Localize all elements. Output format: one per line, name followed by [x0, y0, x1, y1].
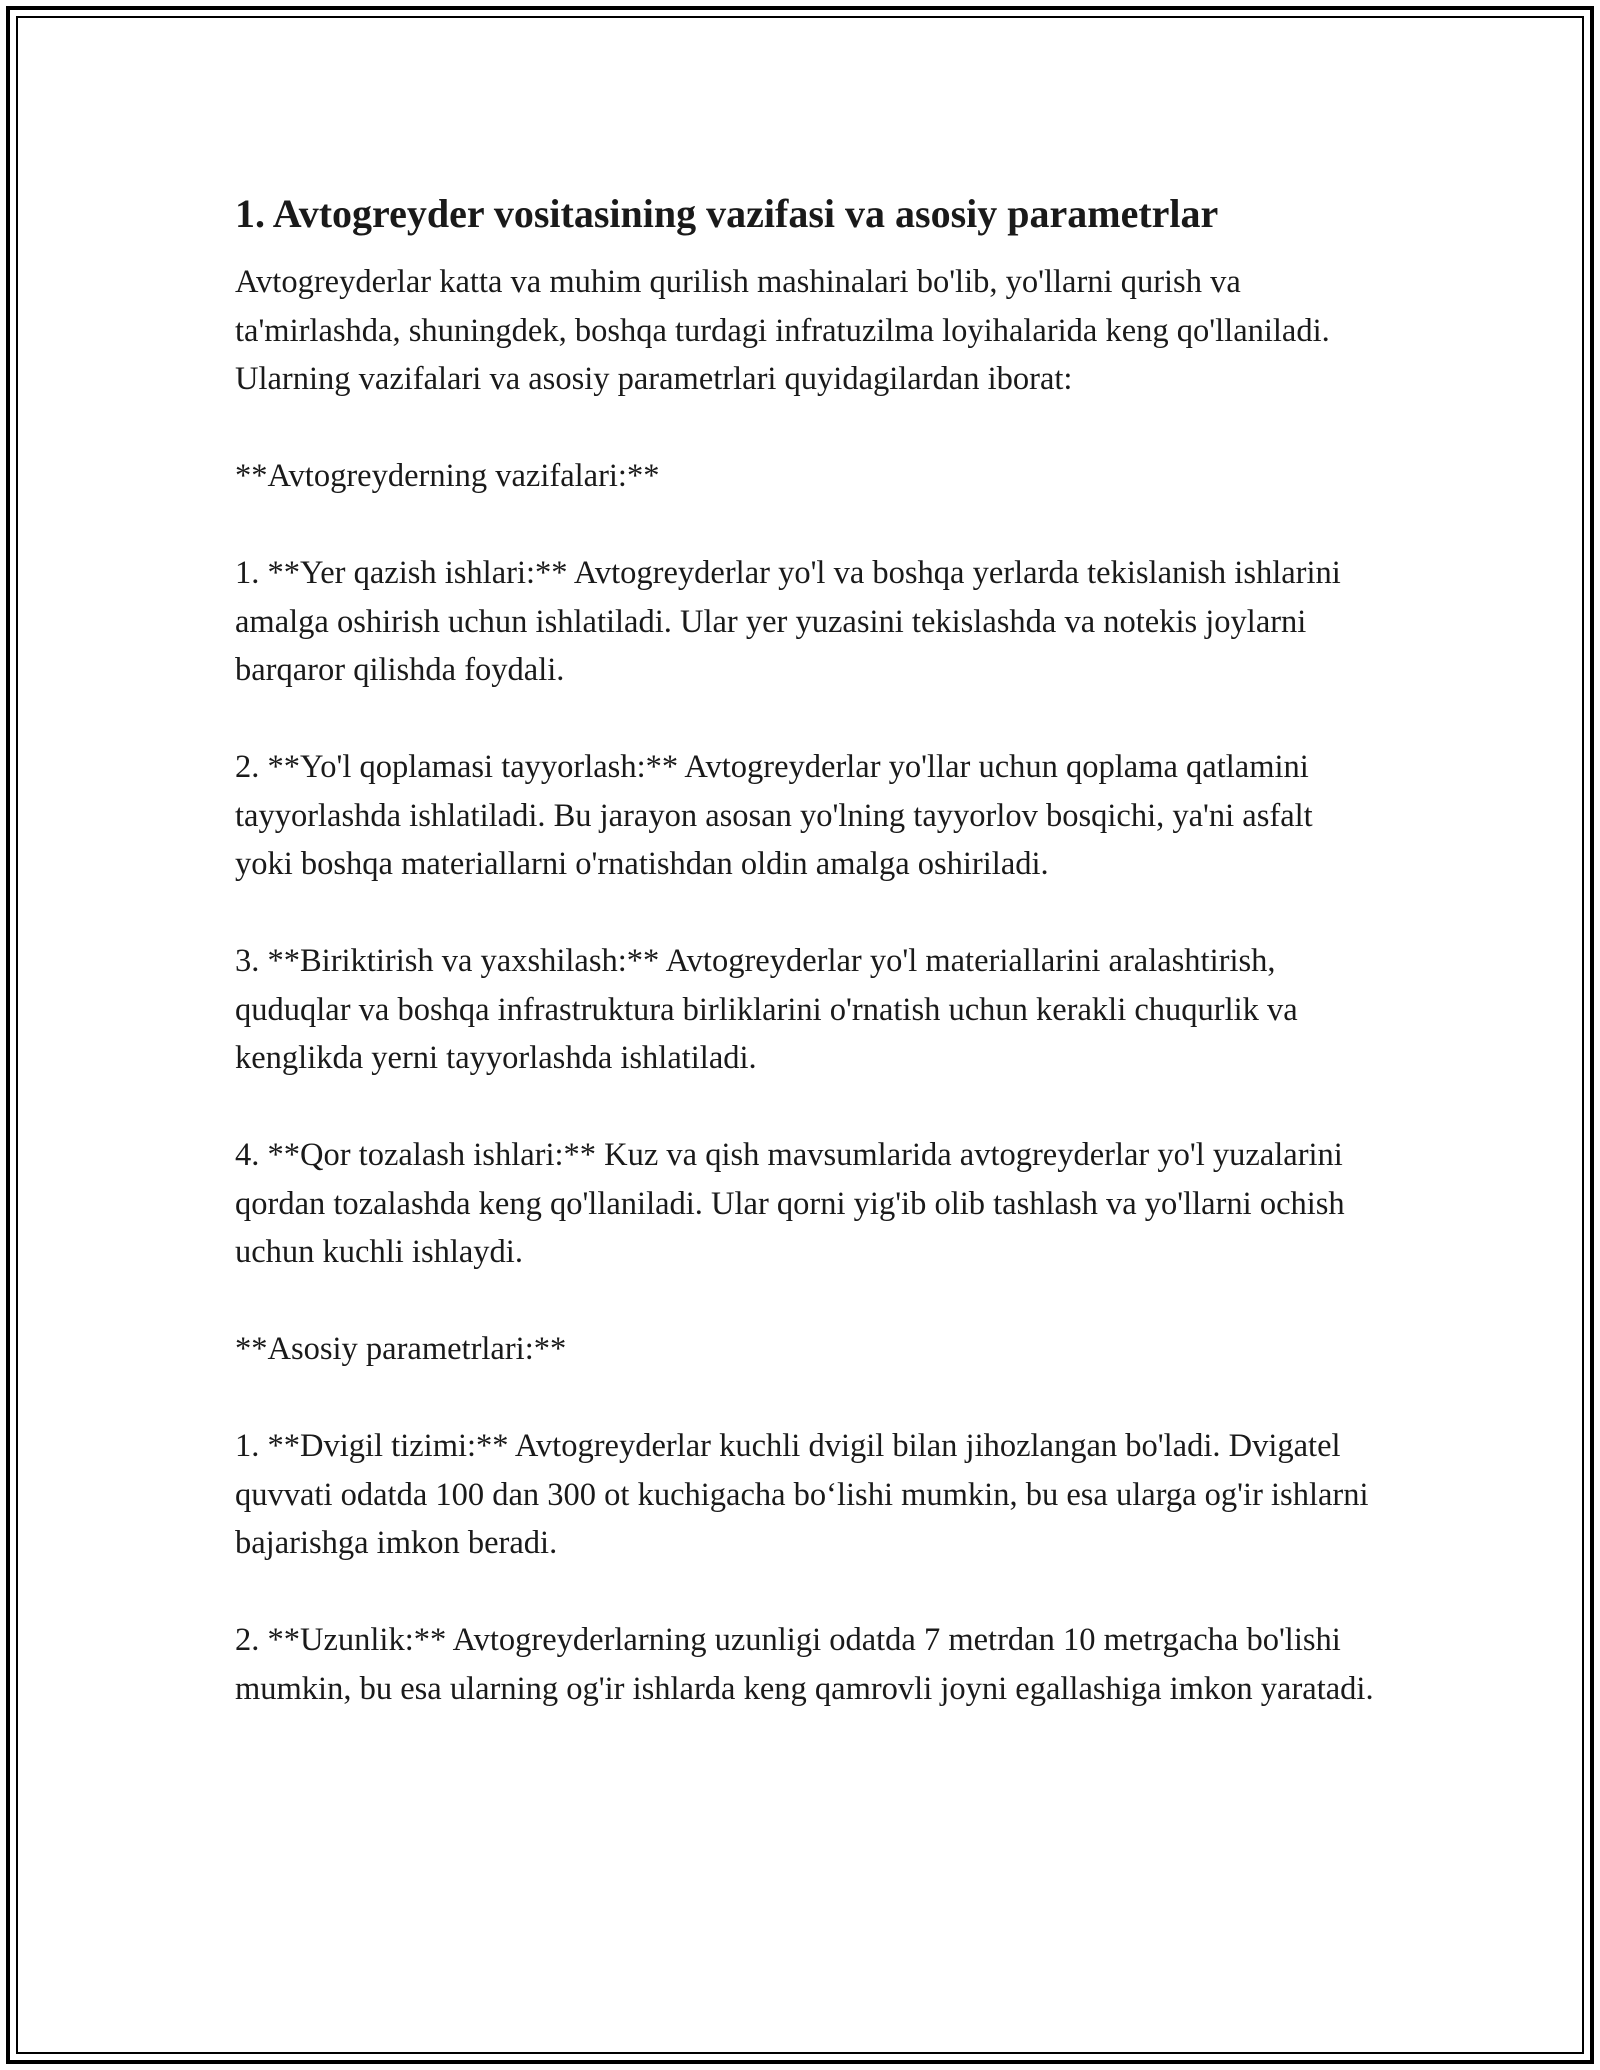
function-item: 1. **Yer qazish ishlari:** Avtogreyderlar yo'l va boshqa yerlarda tekislanish ishlarini amalga oshirish uchun ishlatiladi. Ular yer yuzasini tekislashda va notekis joylarni barqaror qilishda foydali. [235, 555, 1341, 688]
function-item: 3. **Biriktirish va yaxshilash:** Avtogreyderlar yo'l materiallarini aralashtirish, quduqlar va boshqa infrastruktura birliklarini o'rnatish uchun kerakli chuqurlik va kenglikda yerni tayyorlashda ishlatiladi. [235, 943, 1298, 1076]
functions-heading: **Avtogreyderning vazifalari:** [235, 458, 660, 494]
function-item: 2. **Yo'l qoplamasi tayyorlash:** Avtogreyderlar yo'llar uchun qoplama qatlamini tayyorlashda ishlatiladi. Bu jarayon asosan yo'lning tayyorlov bosqichi, ya'ni asfalt yoki boshqa materiallarni o'rnatishdan oldin amalga oshiriladi. [235, 749, 1313, 882]
document-body [235, 188, 1375, 1713]
parameter-item: 2. **Uzunlik:** Avtogreyderlarning uzunligi odatda 7 metrdan 10 metrgacha bo'lishi mumkin, bu esa ularning og'ir ishlarda keng qamrovli joyni egallashiga imkon yaratadi. [235, 1622, 1374, 1707]
parameter-item: 1. **Dvigil tizimi:** Avtogreyderlar kuchli dvigil bilan jihozlangan bo'ladi. Dvigatel quvvati odatda 100 dan 300 ot kuchigacha bo‘lishi mumkin, bu esa ularga og'ir ishlarni bajarishga imkon beradi. [235, 1428, 1369, 1561]
document-title: 1. Avtogreyder vositasining vazifasi va asosiy parametrlar [235, 191, 1219, 236]
function-item: 4. **Qor tozalash ishlari:** Kuz va qish mavsumlarida avtogreyderlar yo'l yuzalarini qordan tozalashda keng qo'llaniladi. Ular qorni yig'ib olib tashlash va yo'llarni ochish uchun kuchli ishlaydi. [235, 1137, 1345, 1270]
intro-paragraph: Avtogreyderlar katta va muhim qurilish mashinalari bo'lib, yo'llarni qurish va ta'mirlashda, shuningdek, boshqa turdagi infratuzilma loyihalarida keng qo'llaniladi. Ularning vazifalari va asosiy parametrlari quyidagilardan iborat: [235, 264, 1330, 397]
parameters-heading: **Asosiy parametrlari:** [235, 1331, 567, 1367]
